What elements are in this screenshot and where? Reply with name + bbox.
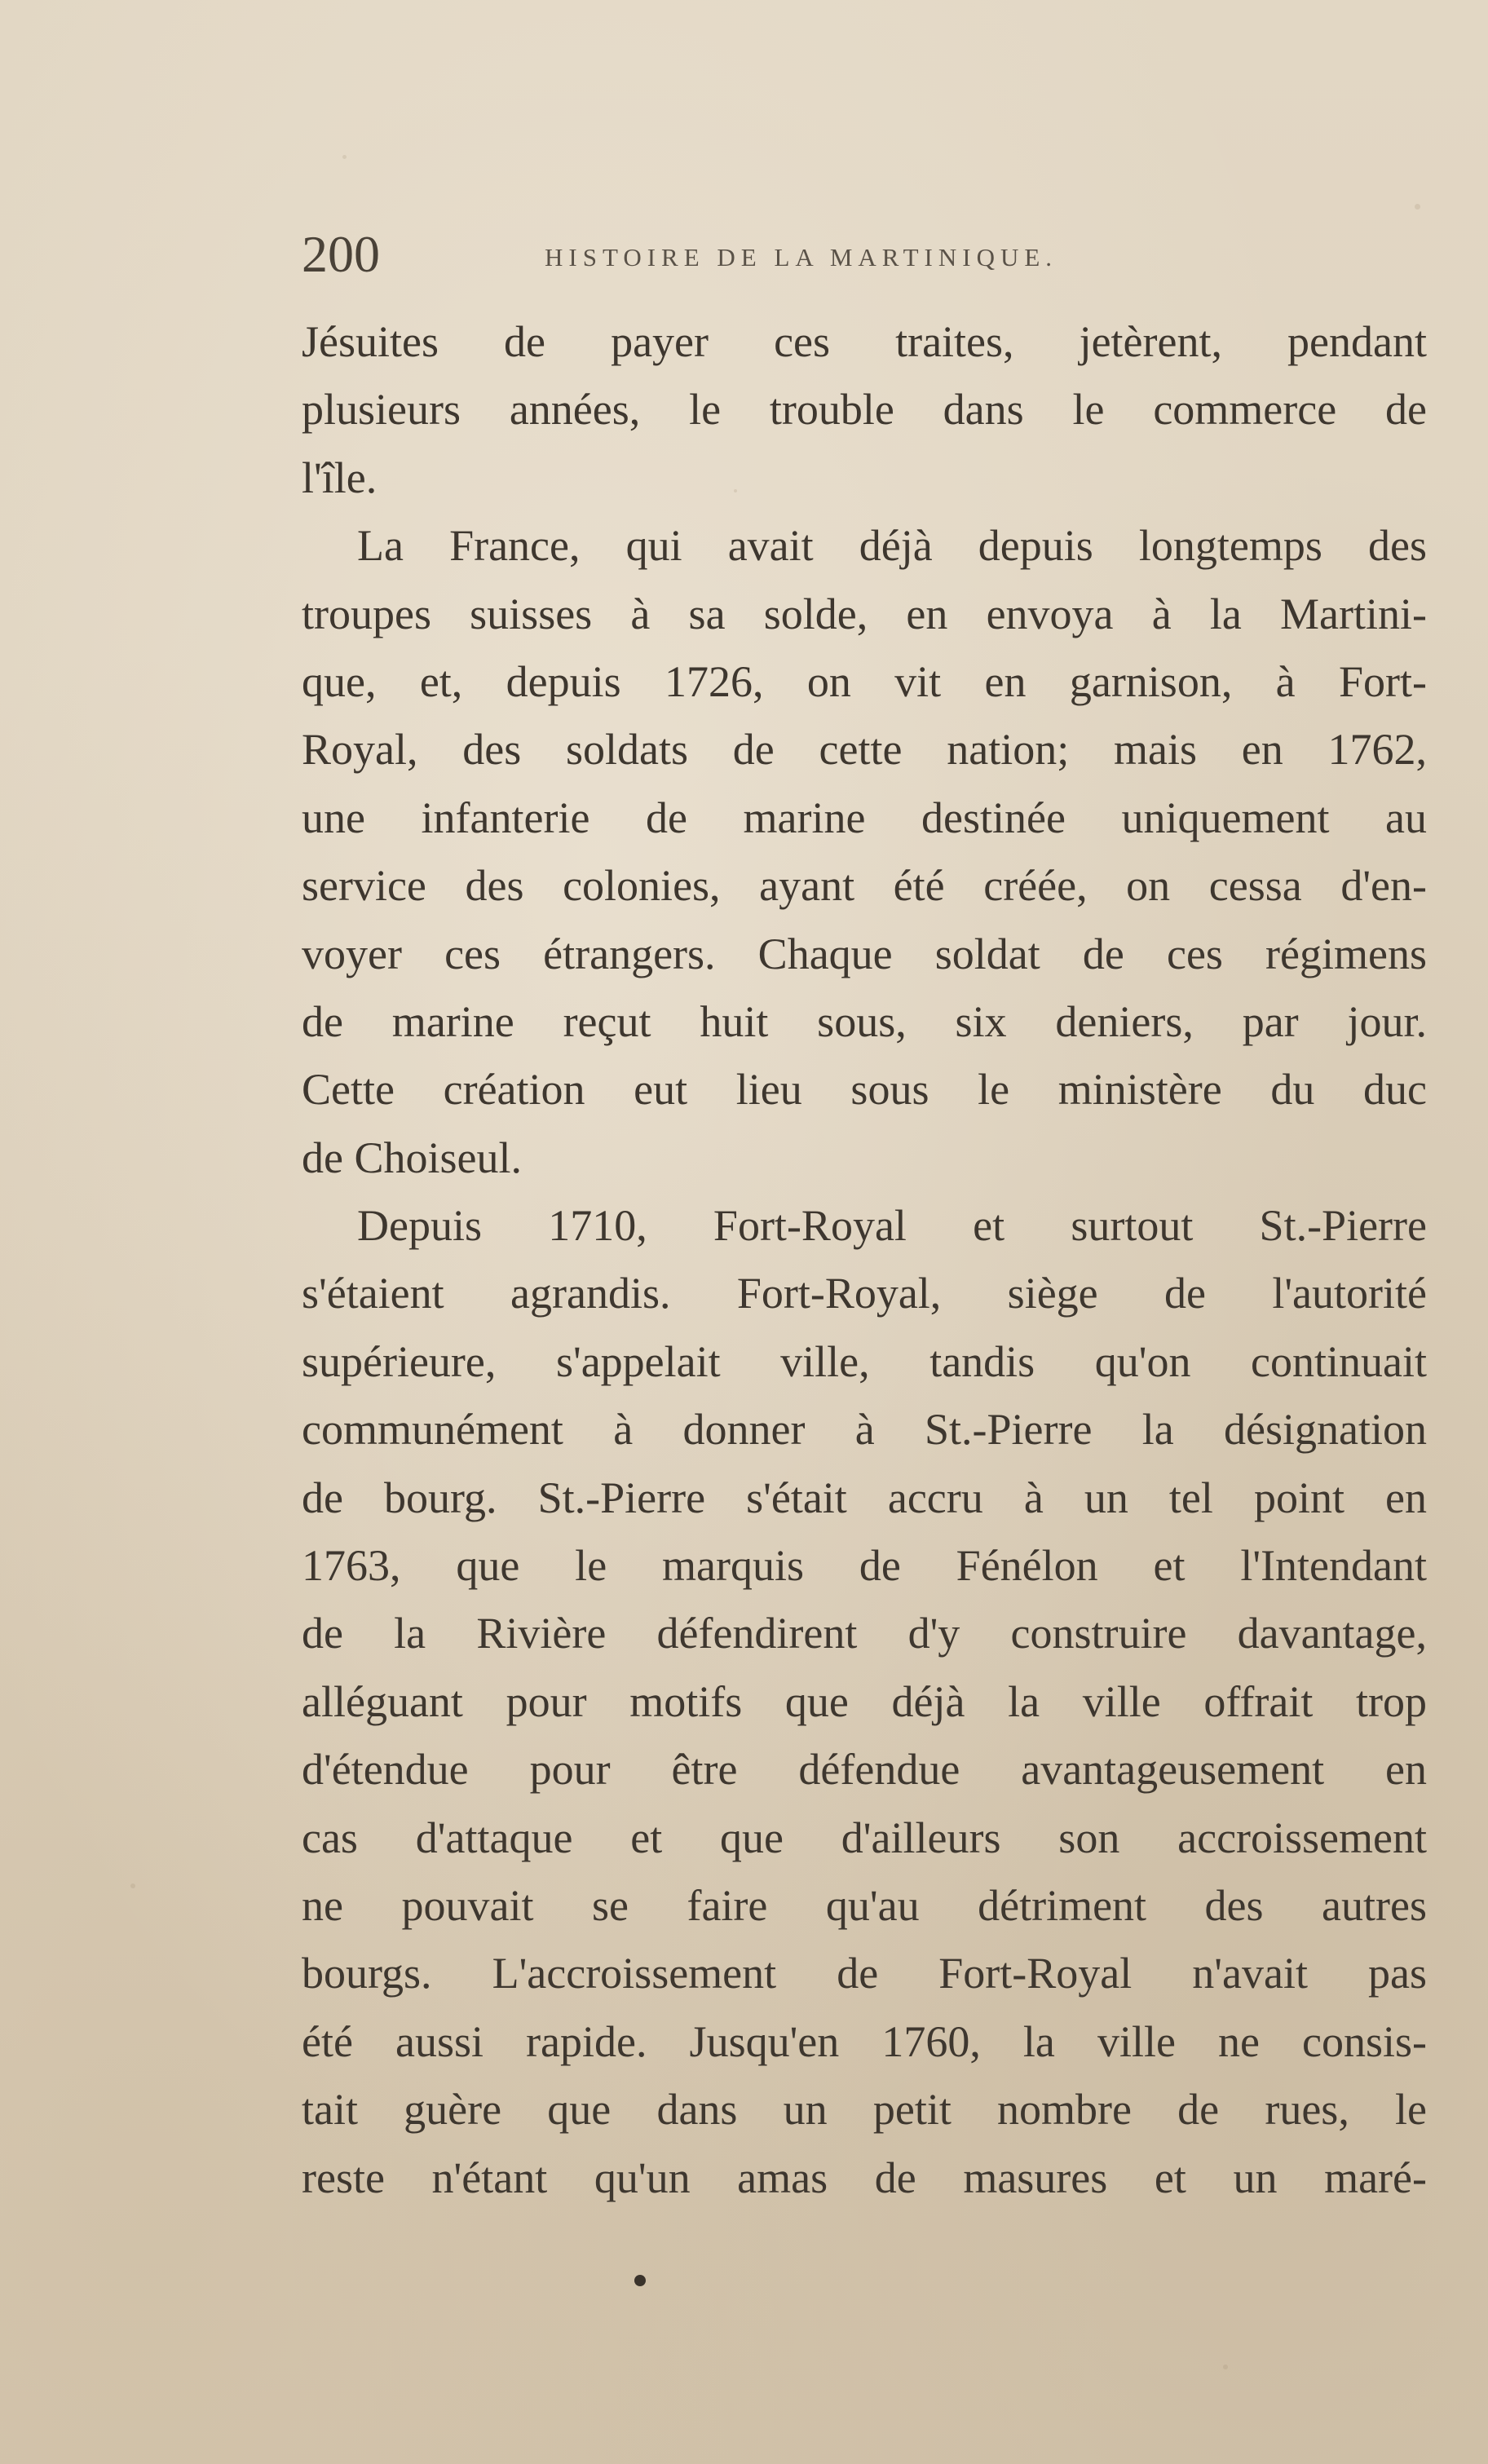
paper-stain xyxy=(1415,204,1420,210)
text-line: Jésuites de payer ces traites, jetèrent, pendant xyxy=(302,317,1427,366)
text-line: voyer ces étrangers. Chaque soldat de ces régimens xyxy=(302,929,1427,978)
text-line: l'île. xyxy=(302,453,378,502)
text-line: de bourg. St.-Pierre s'était accru à un tel point en xyxy=(302,1473,1427,1522)
text-line: s'étaient agrandis. Fort-Royal, siège de l'autorité xyxy=(302,1269,1427,1318)
paper-stain xyxy=(130,1883,135,1888)
text-line: alléguant pour motifs que déjà la ville offrait trop xyxy=(302,1676,1427,1726)
text-line: Royal, des soldats de cette nation; mais en 1762, xyxy=(302,725,1427,775)
page-number: 200 xyxy=(302,225,380,283)
text-line: plusieurs années, le trouble dans le commerce de xyxy=(302,385,1427,435)
paper-stain xyxy=(342,155,347,159)
running-head: HISTOIRE DE LA MARTINIQUE. xyxy=(545,243,1058,272)
text-line: de marine reçut huit sous, six deniers, par jour. xyxy=(302,996,1427,1046)
text-line: service des colonies, ayant été créée, on cessa d'en- xyxy=(302,861,1427,911)
text-line: ne pouvait se faire qu'au détriment des autres xyxy=(302,1880,1427,1930)
text-line: de Choiseul. xyxy=(302,1133,522,1182)
text-line: troupes suisses à sa solde, en envoya à la Martini- xyxy=(302,589,1427,638)
text-line: 1763, que le marquis de Fénélon et l'Intendant xyxy=(302,1541,1427,1591)
text-line: de la Rivière défendirent d'y construire davantage, xyxy=(302,1609,1427,1658)
text-line: une infanterie de marine destinée uniquement au xyxy=(302,793,1427,842)
text-line: d'étendue pour être défendue avantageusement en xyxy=(302,1745,1427,1795)
page-dot-ornament xyxy=(634,2275,646,2286)
text-line: Depuis 1710, Fort-Royal et surtout St.-Pierre xyxy=(357,1201,1427,1251)
text-line: supérieure, s'appelait ville, tandis qu'on continuait xyxy=(302,1336,1427,1386)
paper-stain xyxy=(1223,2365,1228,2369)
text-line: reste n'étant qu'un amas de masures et un maré- xyxy=(302,2153,1427,2202)
text-line: Cette création eut lieu sous le ministère du duc xyxy=(302,1065,1427,1115)
text-line: bourgs. L'accroissement de Fort-Royal n'avait pas xyxy=(302,1949,1427,1998)
text-line: cas d'attaque et que d'ailleurs son accroissement xyxy=(302,1813,1427,1862)
text-line: été aussi rapide. Jusqu'en 1760, la ville ne consis- xyxy=(302,2016,1427,2066)
body-text xyxy=(302,308,1427,2212)
page-header xyxy=(302,222,1427,287)
text-line: La France, qui avait déjà depuis longtemps des xyxy=(357,521,1427,571)
text-line: communément à donner à St.-Pierre la désignation xyxy=(302,1405,1427,1455)
text-line: que, et, depuis 1726, on vit en garnison, à Fort- xyxy=(302,656,1427,706)
text-line: tait guère que dans un petit nombre de rues, le xyxy=(302,2085,1427,2135)
